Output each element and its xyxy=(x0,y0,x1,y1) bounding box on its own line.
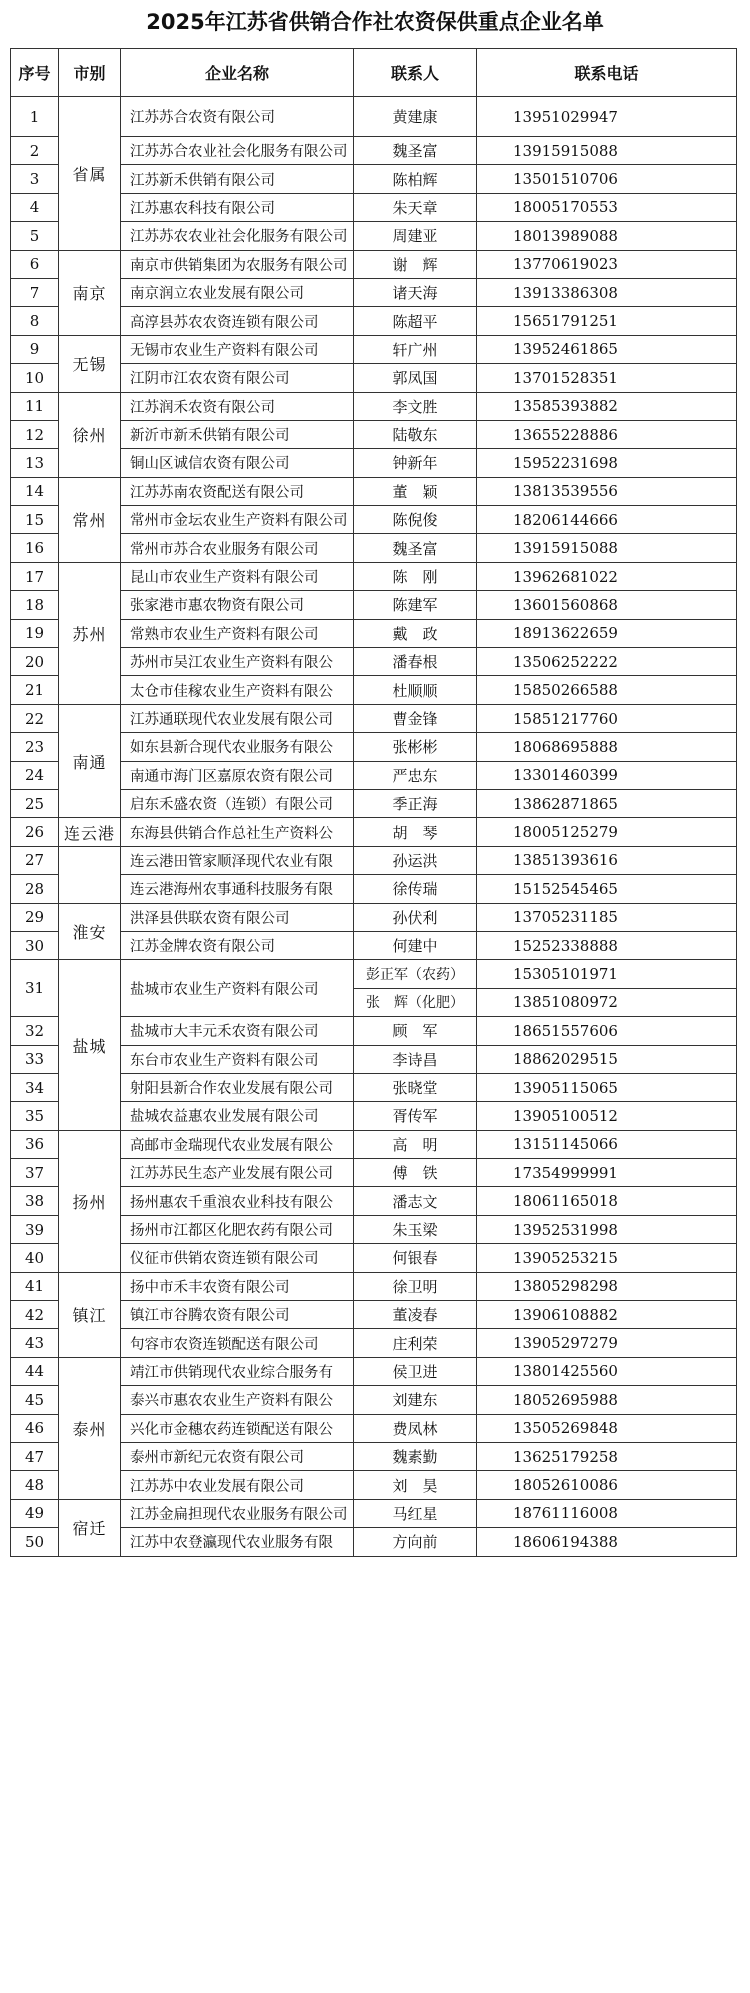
cell-seq: 28 xyxy=(11,875,59,903)
cell-phone: 13962681022 xyxy=(477,562,737,590)
cell-phone: 13655228886 xyxy=(477,420,737,448)
cell-contact: 庄利荣 xyxy=(354,1329,477,1357)
cell-phone: 13625179258 xyxy=(477,1442,737,1470)
cell-phone: 15305101971 xyxy=(477,960,737,988)
cell-phone: 13905115065 xyxy=(477,1073,737,1101)
cell-phone: 15152545465 xyxy=(477,875,737,903)
cell-phone: 15651791251 xyxy=(477,307,737,335)
cell-city: 无锡 xyxy=(59,335,121,392)
cell-contact: 魏圣富 xyxy=(354,137,477,165)
table-row xyxy=(11,1499,737,1527)
cell-phone: 13851080972 xyxy=(477,988,737,1016)
cell-company: 江苏苏合农业社会化服务有限公司 xyxy=(121,137,354,165)
cell-phone: 13913386308 xyxy=(477,278,737,306)
cell-contact: 严忠东 xyxy=(354,761,477,789)
table-row xyxy=(11,1272,737,1300)
cell-seq: 32 xyxy=(11,1017,59,1045)
cell-company: 仪征市供销农资连锁有限公司 xyxy=(121,1244,354,1272)
cell-seq: 30 xyxy=(11,931,59,959)
cell-contact: 陈 刚 xyxy=(354,562,477,590)
table-body xyxy=(11,97,737,1557)
cell-seq: 17 xyxy=(11,562,59,590)
header-city: 市别 xyxy=(59,49,121,97)
cell-phone: 18052695988 xyxy=(477,1386,737,1414)
cell-seq: 33 xyxy=(11,1045,59,1073)
cell-company: 南京市供销集团为农服务有限公司 xyxy=(121,250,354,278)
cell-phone: 18013989088 xyxy=(477,222,737,250)
cell-company: 连云港海州农事通科技服务有限 xyxy=(121,875,354,903)
cell-seq: 37 xyxy=(11,1159,59,1187)
cell-seq: 16 xyxy=(11,534,59,562)
cell-contact: 魏圣富 xyxy=(354,534,477,562)
cell-contact: 马红星 xyxy=(354,1499,477,1527)
cell-contact: 季正海 xyxy=(354,789,477,817)
cell-phone: 18651557606 xyxy=(477,1017,737,1045)
cell-city-blank xyxy=(59,846,121,903)
cell-contact: 周建亚 xyxy=(354,222,477,250)
cell-phone: 13915915088 xyxy=(477,534,737,562)
cell-seq: 21 xyxy=(11,676,59,704)
cell-city: 泰州 xyxy=(59,1357,121,1499)
cell-contact: 陈建军 xyxy=(354,591,477,619)
cell-city: 扬州 xyxy=(59,1130,121,1272)
table-row xyxy=(11,1130,737,1158)
cell-company: 江苏金牌农资有限公司 xyxy=(121,931,354,959)
cell-seq: 24 xyxy=(11,761,59,789)
cell-contact: 潘志文 xyxy=(354,1187,477,1215)
cell-phone: 13506252222 xyxy=(477,648,737,676)
cell-company: 盐城农益惠农业发展有限公司 xyxy=(121,1102,354,1130)
cell-company: 兴化市金穗农药连锁配送有限公 xyxy=(121,1414,354,1442)
cell-company: 江苏苏南农资配送有限公司 xyxy=(121,477,354,505)
cell-city: 宿迁 xyxy=(59,1499,121,1556)
header-row xyxy=(11,49,737,97)
cell-company: 太仓市佳稼农业生产资料有限公 xyxy=(121,676,354,704)
cell-company: 扬州惠农千重浪农业科技有限公 xyxy=(121,1187,354,1215)
cell-company: 南通市海门区嘉原农资有限公司 xyxy=(121,761,354,789)
cell-company: 常州市金坛农业生产资料有限公司 xyxy=(121,506,354,534)
cell-company: 盐城市农业生产资料有限公司 xyxy=(121,960,354,1017)
cell-contact: 费凤林 xyxy=(354,1414,477,1442)
cell-phone: 15851217760 xyxy=(477,704,737,732)
cell-contact: 徐传瑞 xyxy=(354,875,477,903)
cell-phone: 18862029515 xyxy=(477,1045,737,1073)
table-row xyxy=(11,704,737,732)
cell-seq: 15 xyxy=(11,506,59,534)
table-row xyxy=(11,335,737,363)
cell-seq: 2 xyxy=(11,137,59,165)
cell-phone: 13805298298 xyxy=(477,1272,737,1300)
cell-phone: 13801425560 xyxy=(477,1357,737,1385)
cell-contact: 曹金锋 xyxy=(354,704,477,732)
cell-seq: 6 xyxy=(11,250,59,278)
cell-seq: 47 xyxy=(11,1442,59,1470)
cell-seq: 20 xyxy=(11,648,59,676)
cell-city: 淮安 xyxy=(59,903,121,960)
cell-seq: 50 xyxy=(11,1528,59,1556)
cell-company: 镇江市谷腾农资有限公司 xyxy=(121,1301,354,1329)
cell-phone: 18061165018 xyxy=(477,1187,737,1215)
cell-company: 江苏苏中农业发展有限公司 xyxy=(121,1471,354,1499)
cell-company: 无锡市农业生产资料有限公司 xyxy=(121,335,354,363)
cell-company: 扬州市江都区化肥农药有限公司 xyxy=(121,1215,354,1243)
cell-phone: 18052610086 xyxy=(477,1471,737,1499)
cell-contact: 徐卫明 xyxy=(354,1272,477,1300)
cell-city: 徐州 xyxy=(59,392,121,477)
cell-company: 盐城市大丰元禾农资有限公司 xyxy=(121,1017,354,1045)
cell-company: 江苏苏民生态产业发展有限公司 xyxy=(121,1159,354,1187)
cell-seq: 7 xyxy=(11,278,59,306)
cell-city: 南京 xyxy=(59,250,121,335)
cell-contact: 陈柏辉 xyxy=(354,165,477,193)
cell-contact: 诸天海 xyxy=(354,278,477,306)
cell-phone: 13905253215 xyxy=(477,1244,737,1272)
cell-contact: 郭凤国 xyxy=(354,364,477,392)
cell-contact: 戴 政 xyxy=(354,619,477,647)
cell-company: 南京润立农业发展有限公司 xyxy=(121,278,354,306)
cell-company: 射阳县新合作农业发展有限公司 xyxy=(121,1073,354,1101)
cell-company: 常州市苏合农业服务有限公司 xyxy=(121,534,354,562)
cell-phone: 13862871865 xyxy=(477,789,737,817)
cell-contact: 张 辉（化肥） xyxy=(354,988,477,1016)
table-row xyxy=(11,1357,737,1385)
cell-company: 常熟市农业生产资料有限公司 xyxy=(121,619,354,647)
cell-phone: 13151145066 xyxy=(477,1130,737,1158)
cell-contact: 朱天章 xyxy=(354,193,477,221)
cell-seq: 41 xyxy=(11,1272,59,1300)
cell-seq: 49 xyxy=(11,1499,59,1527)
cell-contact: 方向前 xyxy=(354,1528,477,1556)
table-row xyxy=(11,562,737,590)
cell-phone: 13851393616 xyxy=(477,846,737,874)
cell-phone: 18913622659 xyxy=(477,619,737,647)
cell-city: 连云港 xyxy=(59,818,121,846)
cell-phone: 13813539556 xyxy=(477,477,737,505)
cell-seq: 3 xyxy=(11,165,59,193)
cell-contact: 高 明 xyxy=(354,1130,477,1158)
cell-phone: 13301460399 xyxy=(477,761,737,789)
cell-phone: 13906108882 xyxy=(477,1301,737,1329)
cell-seq: 31 xyxy=(11,960,59,1017)
cell-seq: 46 xyxy=(11,1414,59,1442)
table-row xyxy=(11,846,737,874)
cell-phone: 18005125279 xyxy=(477,818,737,846)
table-row xyxy=(11,97,737,137)
cell-phone: 17354999991 xyxy=(477,1159,737,1187)
cell-phone: 18005170553 xyxy=(477,193,737,221)
cell-company: 启东禾盛农资（连锁）有限公司 xyxy=(121,789,354,817)
cell-contact: 李文胜 xyxy=(354,392,477,420)
cell-seq: 34 xyxy=(11,1073,59,1101)
cell-seq: 9 xyxy=(11,335,59,363)
cell-contact: 胥传军 xyxy=(354,1102,477,1130)
cell-city: 苏州 xyxy=(59,562,121,704)
cell-seq: 23 xyxy=(11,733,59,761)
cell-contact: 孙伏利 xyxy=(354,903,477,931)
cell-company: 东台市农业生产资料有限公司 xyxy=(121,1045,354,1073)
cell-contact: 谢 辉 xyxy=(354,250,477,278)
cell-contact: 刘 昊 xyxy=(354,1471,477,1499)
cell-phone: 18761116008 xyxy=(477,1499,737,1527)
cell-phone: 13952461865 xyxy=(477,335,737,363)
cell-phone: 18606194388 xyxy=(477,1528,737,1556)
cell-company: 江苏苏合农资有限公司 xyxy=(121,97,354,137)
cell-contact: 黄建康 xyxy=(354,97,477,137)
cell-company: 高邮市金瑞现代农业发展有限公 xyxy=(121,1130,354,1158)
table-row xyxy=(11,477,737,505)
cell-seq: 36 xyxy=(11,1130,59,1158)
cell-contact: 轩广州 xyxy=(354,335,477,363)
cell-company: 江苏金扁担现代农业服务有限公司 xyxy=(121,1499,354,1527)
cell-seq: 29 xyxy=(11,903,59,931)
table-row xyxy=(11,903,737,931)
cell-contact: 陈倪俊 xyxy=(354,506,477,534)
cell-phone: 13951029947 xyxy=(477,97,737,137)
cell-city: 南通 xyxy=(59,704,121,818)
cell-phone: 18068695888 xyxy=(477,733,737,761)
cell-contact: 刘建东 xyxy=(354,1386,477,1414)
table-row xyxy=(11,818,737,846)
cell-seq: 35 xyxy=(11,1102,59,1130)
cell-contact: 何建中 xyxy=(354,931,477,959)
cell-phone: 13601560868 xyxy=(477,591,737,619)
header-seq: 序号 xyxy=(11,49,59,97)
cell-company: 新沂市新禾供销有限公司 xyxy=(121,420,354,448)
cell-phone: 13905100512 xyxy=(477,1102,737,1130)
cell-contact: 钟新年 xyxy=(354,449,477,477)
cell-phone: 15252338888 xyxy=(477,931,737,959)
cell-contact: 陈超平 xyxy=(354,307,477,335)
cell-seq: 26 xyxy=(11,818,59,846)
cell-company: 靖江市供销现代农业综合服务有 xyxy=(121,1357,354,1385)
cell-phone: 13915915088 xyxy=(477,137,737,165)
cell-seq: 39 xyxy=(11,1215,59,1243)
cell-company: 昆山市农业生产资料有限公司 xyxy=(121,562,354,590)
cell-phone: 18206144666 xyxy=(477,506,737,534)
cell-seq: 11 xyxy=(11,392,59,420)
cell-contact: 潘春根 xyxy=(354,648,477,676)
cell-seq: 42 xyxy=(11,1301,59,1329)
cell-company: 扬中市禾丰农资有限公司 xyxy=(121,1272,354,1300)
cell-phone: 13701528351 xyxy=(477,364,737,392)
enterprise-table xyxy=(10,48,737,1557)
cell-seq: 10 xyxy=(11,364,59,392)
cell-company: 江苏惠农科技有限公司 xyxy=(121,193,354,221)
cell-company: 铜山区诚信农资有限公司 xyxy=(121,449,354,477)
cell-contact: 朱玉梁 xyxy=(354,1215,477,1243)
cell-city: 省属 xyxy=(59,97,121,251)
cell-phone: 13585393882 xyxy=(477,392,737,420)
page-title: 2025年江苏省供销合作社农资保供重点企业名单 xyxy=(146,10,604,34)
cell-company: 句容市农资连锁配送有限公司 xyxy=(121,1329,354,1357)
cell-company: 东海县供销合作总社生产资料公 xyxy=(121,818,354,846)
cell-contact: 张彬彬 xyxy=(354,733,477,761)
cell-company: 江苏通联现代农业发展有限公司 xyxy=(121,704,354,732)
cell-company: 泰州市新纪元农资有限公司 xyxy=(121,1442,354,1470)
cell-seq: 19 xyxy=(11,619,59,647)
header-phone: 联系电话 xyxy=(477,49,737,97)
cell-company: 洪泽县供联农资有限公司 xyxy=(121,903,354,931)
cell-company: 江苏中农登瀛现代农业服务有限 xyxy=(121,1528,354,1556)
cell-city: 盐城 xyxy=(59,960,121,1130)
cell-contact: 李诗昌 xyxy=(354,1045,477,1073)
cell-seq: 1 xyxy=(11,97,59,137)
cell-phone: 13905297279 xyxy=(477,1329,737,1357)
cell-company: 江苏新禾供销有限公司 xyxy=(121,165,354,193)
cell-seq: 48 xyxy=(11,1471,59,1499)
cell-seq: 25 xyxy=(11,789,59,817)
cell-contact: 董 颖 xyxy=(354,477,477,505)
cell-contact: 陆敬东 xyxy=(354,420,477,448)
cell-company: 江苏苏农农业社会化服务有限公司 xyxy=(121,222,354,250)
cell-seq: 38 xyxy=(11,1187,59,1215)
cell-contact: 杜顺顺 xyxy=(354,676,477,704)
cell-company: 泰兴市惠农农业生产资料有限公 xyxy=(121,1386,354,1414)
cell-phone: 13705231185 xyxy=(477,903,737,931)
cell-company: 江阴市江农农资有限公司 xyxy=(121,364,354,392)
cell-seq: 40 xyxy=(11,1244,59,1272)
cell-contact: 何银春 xyxy=(354,1244,477,1272)
cell-contact: 傅 铁 xyxy=(354,1159,477,1187)
cell-seq: 22 xyxy=(11,704,59,732)
cell-phone: 13952531998 xyxy=(477,1215,737,1243)
cell-company: 如东县新合现代农业服务有限公 xyxy=(121,733,354,761)
cell-contact: 彭正军（农药） xyxy=(354,960,477,988)
cell-seq: 27 xyxy=(11,846,59,874)
cell-company: 苏州市吴江农业生产资料有限公 xyxy=(121,648,354,676)
header-contact: 联系人 xyxy=(354,49,477,97)
table-row xyxy=(11,960,737,988)
cell-contact: 张晓堂 xyxy=(354,1073,477,1101)
cell-city: 常州 xyxy=(59,477,121,562)
cell-seq: 12 xyxy=(11,420,59,448)
cell-company: 高淳县苏农农资连锁有限公司 xyxy=(121,307,354,335)
cell-seq: 5 xyxy=(11,222,59,250)
cell-seq: 8 xyxy=(11,307,59,335)
cell-seq: 13 xyxy=(11,449,59,477)
cell-seq: 4 xyxy=(11,193,59,221)
table-row xyxy=(11,392,737,420)
header-company: 企业名称 xyxy=(121,49,354,97)
cell-phone: 13770619023 xyxy=(477,250,737,278)
cell-phone: 15850266588 xyxy=(477,676,737,704)
cell-seq: 14 xyxy=(11,477,59,505)
cell-phone: 13505269848 xyxy=(477,1414,737,1442)
cell-company: 江苏润禾农资有限公司 xyxy=(121,392,354,420)
cell-seq: 18 xyxy=(11,591,59,619)
cell-phone: 13501510706 xyxy=(477,165,737,193)
cell-contact: 胡 琴 xyxy=(354,818,477,846)
cell-company: 连云港田管家顺泽现代农业有限 xyxy=(121,846,354,874)
cell-contact: 孙运洪 xyxy=(354,846,477,874)
cell-seq: 45 xyxy=(11,1386,59,1414)
cell-seq: 43 xyxy=(11,1329,59,1357)
cell-company: 张家港市惠农物资有限公司 xyxy=(121,591,354,619)
cell-contact: 魏素勤 xyxy=(354,1442,477,1470)
cell-contact: 顾 军 xyxy=(354,1017,477,1045)
cell-city: 镇江 xyxy=(59,1272,121,1357)
table-row xyxy=(11,250,737,278)
cell-seq: 44 xyxy=(11,1357,59,1385)
cell-contact: 侯卫进 xyxy=(354,1357,477,1385)
cell-contact: 董凌春 xyxy=(354,1301,477,1329)
cell-phone: 15952231698 xyxy=(477,449,737,477)
